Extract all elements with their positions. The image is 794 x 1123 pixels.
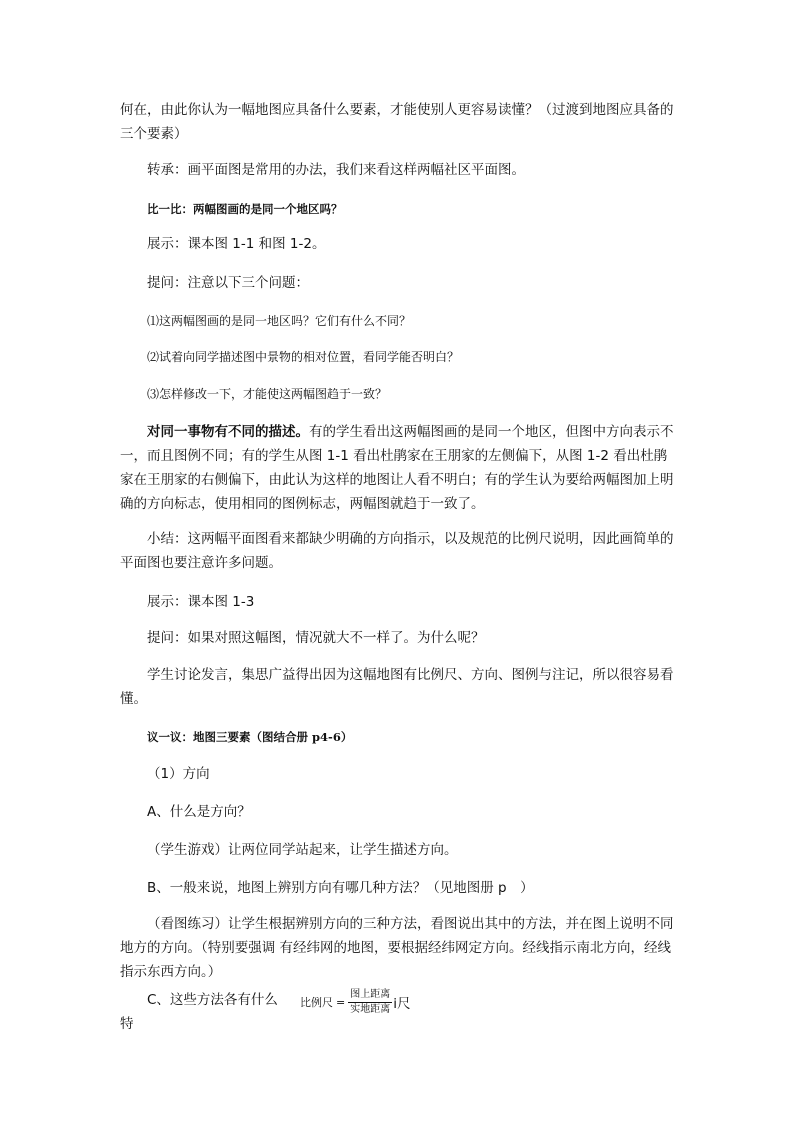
formula-denominator: 实地距离 — [350, 1003, 391, 1015]
paragraph-question-why: 提问：如果对照这幅图，情况就大不一样了。为什么呢？ — [147, 630, 485, 646]
formula-numerator: 图上距离 — [348, 989, 392, 1003]
paragraph-student-game: （学生游戏）让两位同学站起来，让学生描述方向。 — [147, 842, 458, 858]
subsection-direction: （1）方向 — [147, 766, 210, 782]
formula-trailing-text: ⅰ尺 — [393, 996, 411, 1012]
section-heading-three-elements: 议一议：地图三要素（图结合册 p4-6） — [147, 730, 353, 744]
paragraph-map-exercise: （看图练习）让学生根据辨别方向的三种方法，看图说出其中的方法，并在图上说明不同地方的方向。（特别要强调 有经纬网的地图，要根据经纬网定方向。经线指示南北方向，经线指示东西方向。） — [120, 916, 674, 980]
question-item-2: ⑵试着向同学描述图中景物的相对位置，看同学能否明白？ — [147, 350, 460, 364]
bold-lead-text: 对同一事物有不同的描述。 — [147, 424, 309, 440]
question-item-3: ⑶怎样修改一下，才能使这两幅图趋于一致？ — [147, 387, 388, 401]
paragraph-transition-question: 何在，由此你认为一幅地图应具备什么要素，才能使别人更容易读懂？（过渡到地图应具备的三个要素） — [120, 102, 674, 142]
paragraph-show-figure-3: 展示：课本图 1-3 — [147, 594, 255, 610]
paragraph-different-descriptions — [120, 420, 680, 516]
paragraph-summary: 小结：这两幅平面图看来都缺少明确的方向指示，以及规范的比例尺说明，因此画简单的平面图也要注意许多问题。 — [120, 531, 674, 571]
paragraph-student-discussion: 学生讨论发言，集思广益得出因为这幅地图有比例尺、方向、图例与注记，所以很容易看懂。 — [120, 667, 674, 707]
paragraph-body-text: 有的学生看出这两幅图画的是同一个地区，但图中方向表示不一，而且图例不同；有的学生从图 1-1 看出杜鹃家在王朋家的左侧偏下，从图 1-2 看出杜鹃家在王朋家的右侧偏下，由此认为这样的地图让人看不明白；有的学生认为要给两幅图加上明确的方向标志，使用相同的图例标志，两幅图就趋于一致了。 — [120, 424, 674, 512]
formula-label: 比例尺 — [300, 996, 333, 1009]
paragraph-method-features: C、这些方法各有什么特 — [120, 992, 278, 1032]
paragraph-what-is-direction: A、什么是方向？ — [147, 804, 251, 820]
question-item-1: ⑴这两幅图画的是同一地区吗？它们有什么不同？ — [147, 314, 412, 328]
paragraph-show-figures: 展示：课本图 1-1 和图 1-2。 — [147, 236, 326, 252]
paragraph-transition: 转承：画平面图是常用的办法，我们来看这样两幅社区平面图。 — [147, 162, 525, 178]
formula-fraction — [348, 989, 392, 1016]
formula-equals: = — [336, 995, 346, 1009]
paragraph-direction-methods: B、一般来说，地图上辨别方向有哪几种方法？（见地图册 p ） — [147, 880, 534, 896]
scale-formula — [300, 987, 410, 1017]
paragraph-questions-intro: 提问：注意以下三个问题： — [147, 275, 309, 291]
section-heading-compare: 比一比：两幅图画的是同一个地区吗？ — [147, 202, 343, 216]
